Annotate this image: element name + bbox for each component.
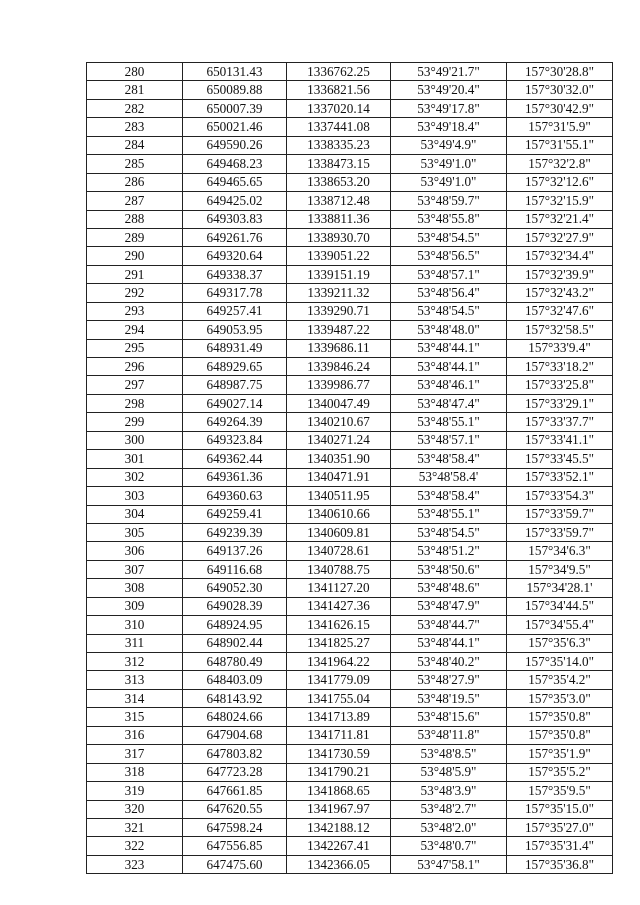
- x-coordinate-cell: 649360.63: [183, 487, 287, 505]
- table-row: [87, 671, 613, 689]
- table-row: [87, 708, 613, 726]
- latitude-cell: 53°48'54.5": [391, 228, 507, 246]
- x-coordinate-cell: 649053.95: [183, 321, 287, 339]
- x-coordinate-cell: 647475.60: [183, 855, 287, 873]
- point-number-cell: 295: [87, 339, 183, 357]
- x-coordinate-cell: 648902.44: [183, 634, 287, 652]
- latitude-cell: 53°48'47.9": [391, 597, 507, 615]
- latitude-cell: 53°48'54.5": [391, 302, 507, 320]
- latitude-cell: 53°48'44.1": [391, 339, 507, 357]
- table-row: [87, 155, 613, 173]
- y-coordinate-cell: 1338335.23: [287, 136, 391, 154]
- table-row: [87, 560, 613, 578]
- y-coordinate-cell: 1341711.81: [287, 726, 391, 744]
- x-coordinate-cell: 649425.02: [183, 192, 287, 210]
- longitude-cell: 157°33'52.1": [507, 468, 613, 486]
- y-coordinate-cell: 1339151.19: [287, 265, 391, 283]
- point-number-cell: 322: [87, 837, 183, 855]
- x-coordinate-cell: 649259.41: [183, 505, 287, 523]
- point-number-cell: 294: [87, 321, 183, 339]
- point-number-cell: 317: [87, 745, 183, 763]
- longitude-cell: 157°34'6.3": [507, 542, 613, 560]
- longitude-cell: 157°33'25.8": [507, 376, 613, 394]
- latitude-cell: 53°48'51.2": [391, 542, 507, 560]
- latitude-cell: 53°48'58.4": [391, 450, 507, 468]
- longitude-cell: 157°35'15.0": [507, 800, 613, 818]
- table-row: [87, 597, 613, 615]
- point-number-cell: 281: [87, 81, 183, 99]
- point-number-cell: 312: [87, 653, 183, 671]
- y-coordinate-cell: 1338653.20: [287, 173, 391, 191]
- y-coordinate-cell: 1337020.14: [287, 99, 391, 117]
- longitude-cell: 157°35'0.8": [507, 708, 613, 726]
- point-number-cell: 321: [87, 818, 183, 836]
- y-coordinate-cell: 1338811.36: [287, 210, 391, 228]
- latitude-cell: 53°47'58.1": [391, 855, 507, 873]
- table-row: [87, 653, 613, 671]
- y-coordinate-cell: 1341127.20: [287, 579, 391, 597]
- point-number-cell: 296: [87, 358, 183, 376]
- longitude-cell: 157°30'32.0": [507, 81, 613, 99]
- y-coordinate-cell: 1340271.24: [287, 431, 391, 449]
- y-coordinate-cell: 1341730.59: [287, 745, 391, 763]
- x-coordinate-cell: 650007.39: [183, 99, 287, 117]
- y-coordinate-cell: 1339986.77: [287, 376, 391, 394]
- y-coordinate-cell: 1342267.41: [287, 837, 391, 855]
- y-coordinate-cell: 1339290.71: [287, 302, 391, 320]
- longitude-cell: 157°32'27.9": [507, 228, 613, 246]
- longitude-cell: 157°35'6.3": [507, 634, 613, 652]
- y-coordinate-cell: 1336762.25: [287, 63, 391, 81]
- x-coordinate-cell: 647661.85: [183, 782, 287, 800]
- x-coordinate-cell: 649303.83: [183, 210, 287, 228]
- point-number-cell: 301: [87, 450, 183, 468]
- x-coordinate-cell: 648143.92: [183, 689, 287, 707]
- table-row: [87, 468, 613, 486]
- x-coordinate-cell: 649361.36: [183, 468, 287, 486]
- point-number-cell: 292: [87, 284, 183, 302]
- y-coordinate-cell: 1341713.89: [287, 708, 391, 726]
- longitude-cell: 157°32'47.6": [507, 302, 613, 320]
- latitude-cell: 53°48'44.1": [391, 358, 507, 376]
- latitude-cell: 53°48'55.1": [391, 413, 507, 431]
- y-coordinate-cell: 1341868.65: [287, 782, 391, 800]
- x-coordinate-cell: 647598.24: [183, 818, 287, 836]
- point-number-cell: 284: [87, 136, 183, 154]
- x-coordinate-cell: 650089.88: [183, 81, 287, 99]
- point-number-cell: 320: [87, 800, 183, 818]
- x-coordinate-cell: 648987.75: [183, 376, 287, 394]
- longitude-cell: 157°30'28.8": [507, 63, 613, 81]
- longitude-cell: 157°35'5.2": [507, 763, 613, 781]
- latitude-cell: 53°48'50.6": [391, 560, 507, 578]
- longitude-cell: 157°33'59.7": [507, 505, 613, 523]
- latitude-cell: 53°48'58.4": [391, 487, 507, 505]
- table-row: [87, 376, 613, 394]
- point-number-cell: 291: [87, 265, 183, 283]
- latitude-cell: 53°49'21.7": [391, 63, 507, 81]
- point-number-cell: 283: [87, 118, 183, 136]
- latitude-cell: 53°48'47.4": [391, 394, 507, 412]
- y-coordinate-cell: 1341755.04: [287, 689, 391, 707]
- y-coordinate-cell: 1336821.56: [287, 81, 391, 99]
- x-coordinate-cell: 647556.85: [183, 837, 287, 855]
- x-coordinate-cell: 647803.82: [183, 745, 287, 763]
- table-row: [87, 321, 613, 339]
- longitude-cell: 157°33'41.1": [507, 431, 613, 449]
- longitude-cell: 157°32'12.6": [507, 173, 613, 191]
- x-coordinate-cell: 649317.78: [183, 284, 287, 302]
- table-row: [87, 726, 613, 744]
- table-row: [87, 173, 613, 191]
- table-row: [87, 339, 613, 357]
- x-coordinate-cell: 648924.95: [183, 616, 287, 634]
- x-coordinate-cell: 648403.09: [183, 671, 287, 689]
- longitude-cell: 157°32'21.4": [507, 210, 613, 228]
- x-coordinate-cell: 649239.39: [183, 523, 287, 541]
- latitude-cell: 53°49'20.4": [391, 81, 507, 99]
- point-number-cell: 305: [87, 523, 183, 541]
- table-row: [87, 265, 613, 283]
- longitude-cell: 157°35'31.4": [507, 837, 613, 855]
- y-coordinate-cell: 1339211.32: [287, 284, 391, 302]
- longitude-cell: 157°32'2.8": [507, 155, 613, 173]
- point-number-cell: 302: [87, 468, 183, 486]
- y-coordinate-cell: 1341964.22: [287, 653, 391, 671]
- table-row: [87, 431, 613, 449]
- latitude-cell: 53°48'5.9": [391, 763, 507, 781]
- x-coordinate-cell: 649052.30: [183, 579, 287, 597]
- longitude-cell: 157°33'37.7": [507, 413, 613, 431]
- x-coordinate-cell: 649261.76: [183, 228, 287, 246]
- point-number-cell: 323: [87, 855, 183, 873]
- point-number-cell: 303: [87, 487, 183, 505]
- x-coordinate-cell: 649027.14: [183, 394, 287, 412]
- x-coordinate-cell: 649137.26: [183, 542, 287, 560]
- latitude-cell: 53°48'8.5": [391, 745, 507, 763]
- latitude-cell: 53°48'27.9": [391, 671, 507, 689]
- y-coordinate-cell: 1340788.75: [287, 560, 391, 578]
- latitude-cell: 53°49'1.0": [391, 173, 507, 191]
- longitude-cell: 157°35'0.8": [507, 726, 613, 744]
- y-coordinate-cell: 1341626.15: [287, 616, 391, 634]
- table-row: [87, 616, 613, 634]
- latitude-cell: 53°49'4.9": [391, 136, 507, 154]
- table-row: [87, 800, 613, 818]
- table-row: [87, 837, 613, 855]
- point-number-cell: 307: [87, 560, 183, 578]
- table-row: [87, 228, 613, 246]
- longitude-cell: 157°35'14.0": [507, 653, 613, 671]
- table-row: [87, 394, 613, 412]
- latitude-cell: 53°49'1.0": [391, 155, 507, 173]
- longitude-cell: 157°32'15.9": [507, 192, 613, 210]
- point-number-cell: 298: [87, 394, 183, 412]
- y-coordinate-cell: 1340728.61: [287, 542, 391, 560]
- y-coordinate-cell: 1339846.24: [287, 358, 391, 376]
- point-number-cell: 309: [87, 597, 183, 615]
- coordinates-table-body: [87, 63, 613, 874]
- point-number-cell: 286: [87, 173, 183, 191]
- longitude-cell: 157°35'1.9": [507, 745, 613, 763]
- point-number-cell: 285: [87, 155, 183, 173]
- point-number-cell: 308: [87, 579, 183, 597]
- y-coordinate-cell: 1341427.36: [287, 597, 391, 615]
- point-number-cell: 290: [87, 247, 183, 265]
- latitude-cell: 53°48'15.6": [391, 708, 507, 726]
- longitude-cell: 157°35'36.8": [507, 855, 613, 873]
- y-coordinate-cell: 1339487.22: [287, 321, 391, 339]
- x-coordinate-cell: 649465.65: [183, 173, 287, 191]
- point-number-cell: 282: [87, 99, 183, 117]
- longitude-cell: 157°34'9.5": [507, 560, 613, 578]
- longitude-cell: 157°32'34.4": [507, 247, 613, 265]
- point-number-cell: 288: [87, 210, 183, 228]
- table-row: [87, 284, 613, 302]
- longitude-cell: 157°33'45.5": [507, 450, 613, 468]
- latitude-cell: 53°48'48.6": [391, 579, 507, 597]
- longitude-cell: 157°31'5.9": [507, 118, 613, 136]
- longitude-cell: 157°32'58.5": [507, 321, 613, 339]
- point-number-cell: 318: [87, 763, 183, 781]
- x-coordinate-cell: 648929.65: [183, 358, 287, 376]
- table-row: [87, 450, 613, 468]
- longitude-cell: 157°35'3.0": [507, 689, 613, 707]
- longitude-cell: 157°34'55.4": [507, 616, 613, 634]
- table-row: [87, 136, 613, 154]
- x-coordinate-cell: 649028.39: [183, 597, 287, 615]
- point-number-cell: 310: [87, 616, 183, 634]
- point-number-cell: 314: [87, 689, 183, 707]
- latitude-cell: 53°48'48.0": [391, 321, 507, 339]
- x-coordinate-cell: 647904.68: [183, 726, 287, 744]
- x-coordinate-cell: 649362.44: [183, 450, 287, 468]
- latitude-cell: 53°49'17.8": [391, 99, 507, 117]
- y-coordinate-cell: 1339051.22: [287, 247, 391, 265]
- point-number-cell: 313: [87, 671, 183, 689]
- table-row: [87, 192, 613, 210]
- longitude-cell: 157°35'27.0": [507, 818, 613, 836]
- x-coordinate-cell: 649257.41: [183, 302, 287, 320]
- table-row: [87, 63, 613, 81]
- point-number-cell: 311: [87, 634, 183, 652]
- y-coordinate-cell: 1341779.09: [287, 671, 391, 689]
- longitude-cell: 157°32'43.2": [507, 284, 613, 302]
- latitude-cell: 53°48'54.5": [391, 523, 507, 541]
- latitude-cell: 53°48'19.5": [391, 689, 507, 707]
- point-number-cell: 306: [87, 542, 183, 560]
- point-number-cell: 297: [87, 376, 183, 394]
- y-coordinate-cell: 1337441.08: [287, 118, 391, 136]
- x-coordinate-cell: 647620.55: [183, 800, 287, 818]
- latitude-cell: 53°48'57.1": [391, 431, 507, 449]
- point-number-cell: 304: [87, 505, 183, 523]
- point-number-cell: 316: [87, 726, 183, 744]
- x-coordinate-cell: 649320.64: [183, 247, 287, 265]
- x-coordinate-cell: 647723.28: [183, 763, 287, 781]
- y-coordinate-cell: 1342188.12: [287, 818, 391, 836]
- x-coordinate-cell: 649338.37: [183, 265, 287, 283]
- table-row: [87, 763, 613, 781]
- latitude-cell: 53°49'18.4": [391, 118, 507, 136]
- table-row: [87, 818, 613, 836]
- y-coordinate-cell: 1341790.21: [287, 763, 391, 781]
- y-coordinate-cell: 1340609.81: [287, 523, 391, 541]
- y-coordinate-cell: 1342366.05: [287, 855, 391, 873]
- table-row: [87, 579, 613, 597]
- y-coordinate-cell: 1338473.15: [287, 155, 391, 173]
- latitude-cell: 53°48'55.8": [391, 210, 507, 228]
- longitude-cell: 157°33'54.3": [507, 487, 613, 505]
- latitude-cell: 53°48'57.1": [391, 265, 507, 283]
- table-row: [87, 358, 613, 376]
- y-coordinate-cell: 1340511.95: [287, 487, 391, 505]
- point-number-cell: 293: [87, 302, 183, 320]
- point-number-cell: 289: [87, 228, 183, 246]
- y-coordinate-cell: 1341967.97: [287, 800, 391, 818]
- longitude-cell: 157°33'9.4": [507, 339, 613, 357]
- y-coordinate-cell: 1341825.27: [287, 634, 391, 652]
- latitude-cell: 53°48'58.4': [391, 468, 507, 486]
- table-row: [87, 523, 613, 541]
- y-coordinate-cell: 1338712.48: [287, 192, 391, 210]
- x-coordinate-cell: 649116.68: [183, 560, 287, 578]
- longitude-cell: 157°35'9.5": [507, 782, 613, 800]
- table-row: [87, 745, 613, 763]
- y-coordinate-cell: 1340351.90: [287, 450, 391, 468]
- table-row: [87, 247, 613, 265]
- x-coordinate-cell: 650021.46: [183, 118, 287, 136]
- latitude-cell: 53°48'56.5": [391, 247, 507, 265]
- table-row: [87, 302, 613, 320]
- longitude-cell: 157°34'44.5": [507, 597, 613, 615]
- longitude-cell: 157°32'39.9": [507, 265, 613, 283]
- x-coordinate-cell: 648931.49: [183, 339, 287, 357]
- table-row: [87, 505, 613, 523]
- point-number-cell: 300: [87, 431, 183, 449]
- latitude-cell: 53°48'0.7": [391, 837, 507, 855]
- y-coordinate-cell: 1340210.67: [287, 413, 391, 431]
- table-row: [87, 855, 613, 873]
- x-coordinate-cell: 648780.49: [183, 653, 287, 671]
- latitude-cell: 53°48'3.9": [391, 782, 507, 800]
- x-coordinate-cell: 649590.26: [183, 136, 287, 154]
- table-row: [87, 634, 613, 652]
- x-coordinate-cell: 650131.43: [183, 63, 287, 81]
- latitude-cell: 53°48'59.7": [391, 192, 507, 210]
- longitude-cell: 157°31'55.1": [507, 136, 613, 154]
- point-number-cell: 287: [87, 192, 183, 210]
- latitude-cell: 53°48'11.8": [391, 726, 507, 744]
- latitude-cell: 53°48'44.7": [391, 616, 507, 634]
- x-coordinate-cell: 649468.23: [183, 155, 287, 173]
- y-coordinate-cell: 1338930.70: [287, 228, 391, 246]
- longitude-cell: 157°33'18.2": [507, 358, 613, 376]
- x-coordinate-cell: 649323.84: [183, 431, 287, 449]
- table-row: [87, 689, 613, 707]
- x-coordinate-cell: 648024.66: [183, 708, 287, 726]
- y-coordinate-cell: 1340610.66: [287, 505, 391, 523]
- longitude-cell: 157°30'42.9": [507, 99, 613, 117]
- x-coordinate-cell: 649264.39: [183, 413, 287, 431]
- table-row: [87, 782, 613, 800]
- y-coordinate-cell: 1340047.49: [287, 394, 391, 412]
- y-coordinate-cell: 1339686.11: [287, 339, 391, 357]
- latitude-cell: 53°48'40.2": [391, 653, 507, 671]
- table-row: [87, 542, 613, 560]
- point-number-cell: 319: [87, 782, 183, 800]
- latitude-cell: 53°48'55.1": [391, 505, 507, 523]
- table-row: [87, 210, 613, 228]
- longitude-cell: 157°35'4.2": [507, 671, 613, 689]
- latitude-cell: 53°48'44.1": [391, 634, 507, 652]
- longitude-cell: 157°33'59.7": [507, 523, 613, 541]
- point-number-cell: 315: [87, 708, 183, 726]
- point-number-cell: 299: [87, 413, 183, 431]
- latitude-cell: 53°48'56.4": [391, 284, 507, 302]
- table-row: [87, 81, 613, 99]
- latitude-cell: 53°48'2.0": [391, 818, 507, 836]
- latitude-cell: 53°48'46.1": [391, 376, 507, 394]
- latitude-cell: 53°48'2.7": [391, 800, 507, 818]
- longitude-cell: 157°33'29.1": [507, 394, 613, 412]
- table-row: [87, 413, 613, 431]
- point-number-cell: 280: [87, 63, 183, 81]
- longitude-cell: 157°34'28.1': [507, 579, 613, 597]
- table-row: [87, 118, 613, 136]
- table-row: [87, 487, 613, 505]
- table-row: [87, 99, 613, 117]
- y-coordinate-cell: 1340471.91: [287, 468, 391, 486]
- coordinates-table: [86, 62, 613, 874]
